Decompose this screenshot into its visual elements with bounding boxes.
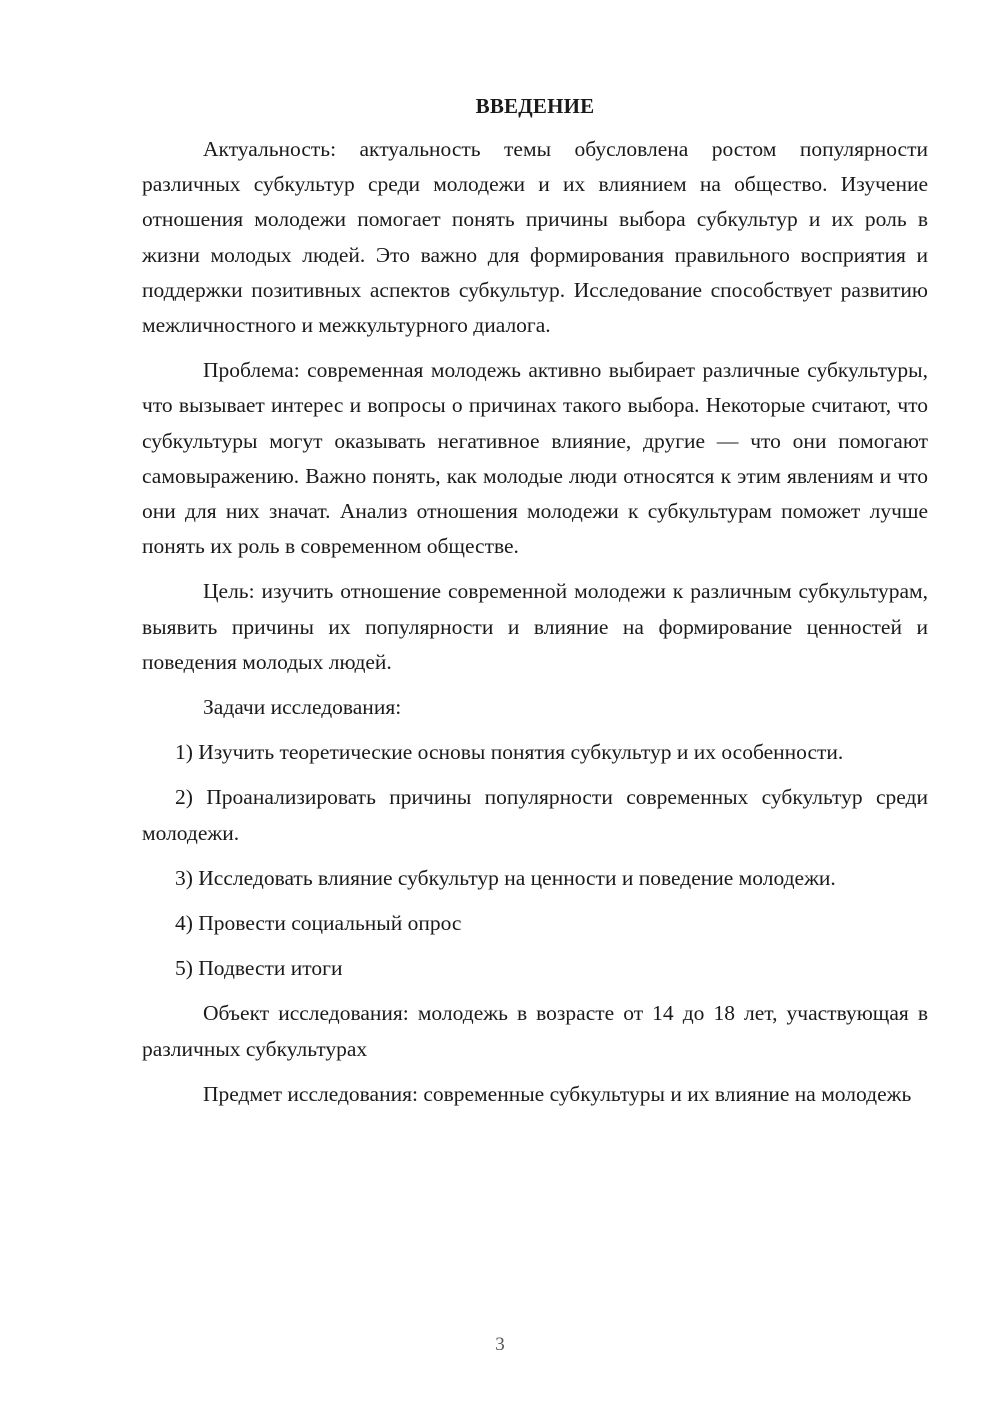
page-title: ВВЕДЕНИЕ bbox=[475, 94, 595, 118]
paragraph-goal: Цель: изучить отношение современной молодежи к различным субкультурам, выявить причины их популярности и влияние на формирование ценностей и поведения молодых людей. bbox=[142, 579, 928, 674]
tasks-heading: Задачи исследования: bbox=[203, 695, 402, 720]
document-page bbox=[142, 92, 928, 1112]
task-item-3: 3) Исследовать влияние субкультур на ценности и поведение молодежи. bbox=[175, 865, 836, 890]
task-item-5: 5) Подвести итоги bbox=[175, 956, 343, 981]
paragraph-object: Объект исследования: молодежь в возрасте от 14 до 18 лет, участвующая в различных субкультурах bbox=[142, 1001, 928, 1061]
paragraph-subject: Предмет исследования: современные субкультуры и их влияние на молодежь bbox=[203, 1081, 912, 1106]
paragraph-relevance: Актуальность: актуальность темы обусловлена ростом популярности различных субкультур среди молодежи и их влиянием на общество. Изучение отношения молодежи помогает понять причины выбора субкультур и их роль в жизни молодых людей. Это важно для формирования правильного восприятия и поддержки позитивных аспектов субкультур. Исследование способствует развитию межличностного и межкультурного диалога. bbox=[142, 137, 928, 338]
task-item-1: 1) Изучить теоретические основы понятия субкультур и их особенности. bbox=[175, 740, 844, 765]
paragraph-problem: Проблема: современная молодежь активно выбирает различные субкультуры, что вызывает интерес и вопросы о причинах такого выбора. Некоторые считают, что субкультуры могут оказывать негативное влияние, другие — что они помогают самовыражению. Важно понять, как молодые люди относятся к этим явлениям и что они для них значат. Анализ отношения молодежи к субкультурам поможет лучше понять их роль в современном обществе. bbox=[142, 358, 928, 559]
page-number: 3 bbox=[495, 1334, 505, 1355]
task-item-4: 4) Провести социальный опрос bbox=[175, 911, 462, 936]
task-item-2: 2) Проанализировать причины популярности современных субкультур среди молодежи. bbox=[142, 785, 928, 845]
